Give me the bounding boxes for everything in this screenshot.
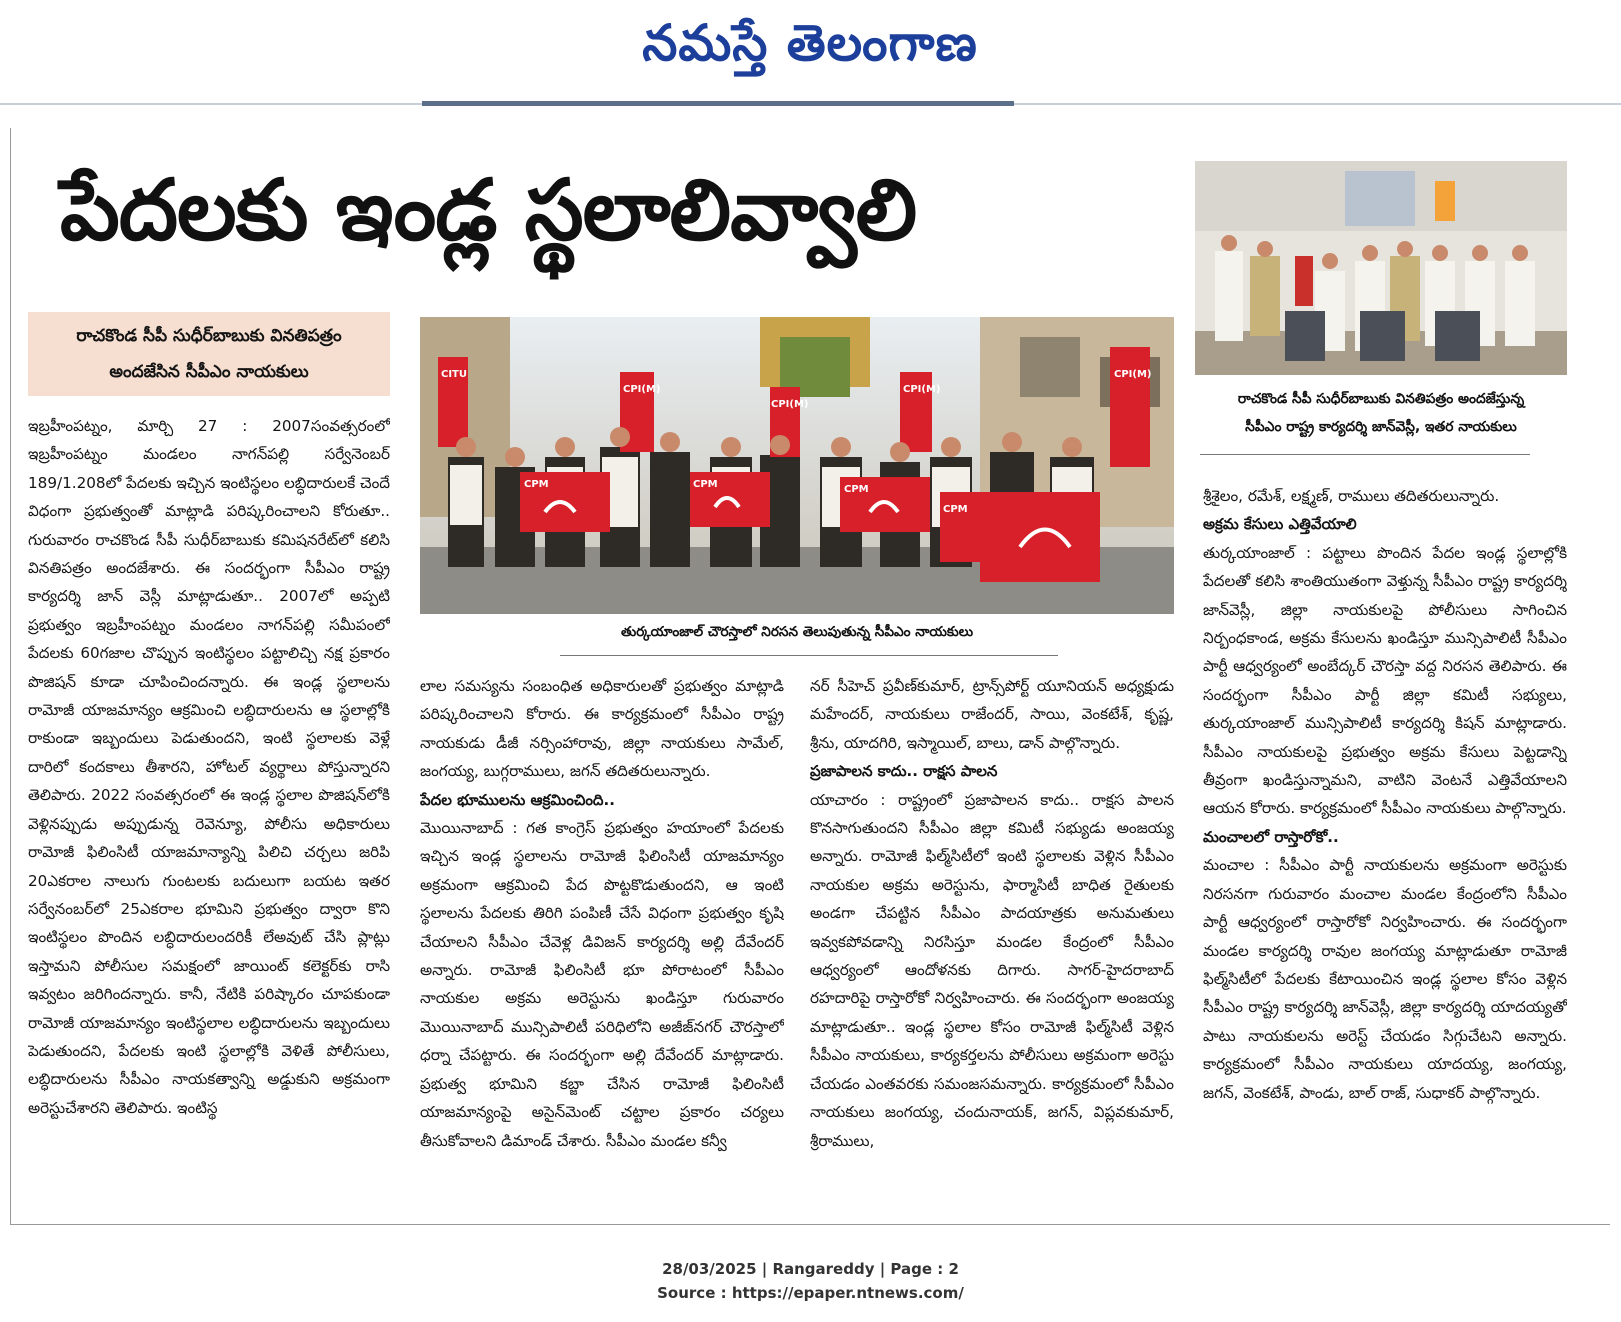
column-1-body: ఇబ్రహీంపట్నం, మార్చి 27 : 2007సంవత్సరంలో ఇబ్రహీంపట్నం మండలం నాగన్‌పల్లి సర్వేనెంబర్ 189/1.208లో పేదలకు ఇచ్చిన ఇంటిస్థలం లబ్ధిదారులకే చెందే విధంగా ప్రభుత్వంతో మాట్లాడి పరిష్కరించాలని కోరుతూ.. గురువారం రాచకొండ సీపీ సుధీర్‌బాబుకు కమిషనరేట్‌లో కలిసి వినతిపత్రం అందజేశారు. ఈ సందర్భంగా సీపీఎం రాష్ట్ర కార్యదర్శి జాన్ వెస్లీ మాట్లాడుతూ.. 2007లో అప్పటి ప్రభుత్వం ఇబ్రహీంపట్నం మండలం నాగన్‌పల్లి సమీపంలో పేదలకు 60గజాల చొప్పున ఇంటిస్థలం పట్టాలిచ్చి నక్ష ప్రకారం పొజిషన్ కూడా చూపించిందన్నారు. ఈ ఇండ్ల స్థలాలను రామోజీ యాజమాన్యం ఆక్రమించి లబ్ధిదారులను ఆ స్థలాల్లోకి రాకుండా ఇబ్బందులు పెడుతుందని, ఇంటి స్థలాలకు వెళ్లే దారిలో కందకాలు తీశారని, హోటల్ వ్యర్థాలు పోస్తున్నారని తెలిపారు. 2022 సంవత్సరంలో ఈ ఇండ్ల స్థలాల పొజిషన్‌లోకి వెళ్లినప్పుడు అప్పుడున్న రెవెన్యూ, పోలీసు అధికారులు రామోజీ ఫిలింసిటీ యాజమాన్యాన్ని పిలిచి చర్చలు జరిపి 20ఎకరాల నాలుగు గుంటలకు బదులుగా బయట ఇతర సర్వేనంబర్‌లో 25ఎకరాల భూమిని ప్రభుత్వం ద్వారా కొని ఇంటిస్థలం పొందిన లబ్ధిదారులందరికీ లేఅవుట్ చేసి ప్లాట్లు ఇస్తామని పోలీసుల సమక్షంలో జాయింట్ కలెక్టర్‌కు రాసి ఇవ్వటం జరిగిందన్నారు. కానీ, నేటికి పరిష్కారం చూపకుండా రామోజీ యాజమాన్యం ఇంటిస్థలాల లబ్ధిదారులను ఇబ్బందులు పెడుతుందని, పేదలకు ఇంటి స్థలాల్లోకి వెళితే పోలీసులు, లబ్ధిదారులను సీపీఎం నాయకత్వాన్ని అడ్డుకుని అక్రమంగా అరెస్టుచేశారని తెలిపారు. ఇంటిస్థ <box>28 417 390 1117</box>
column-4-subtitle-2: మంచాలలో రాస్తారోకో.. <box>1203 827 1339 846</box>
column-4-body: శ్రీశైలం, రమేశ్, లక్ష్మణ్, రాములు తదితరులున్నారు. <box>1203 487 1500 505</box>
flag-label: CPM <box>524 479 549 490</box>
flag-label: CPM <box>943 504 968 515</box>
article-column-1 <box>28 412 390 1210</box>
side-caption-line-1: రాచకొండ సీపీ సుధీర్‌బాబుకు వినతిపత్రం అందజేస్తున్న <box>1237 391 1525 407</box>
column-3-body-continued: యాచారం : రాష్ట్రంలో ప్రజాపాలన కాదు.. రాక్షస పాలన కొనసాగుతుందని సీపీఎం జిల్లా కమిటీ సభ్యుడు అంజయ్య అన్నారు. రామోజీ ఫిల్మ్‌సిటీలో ఇంటి స్థలాలకు వెళ్లిన సీపీఎం నాయకుల అక్రమ అరెస్టును, ఫార్మాసిటీ బాధిత రైతులకు అండగా చేపట్టిన సీపీఎం పాదయాత్రకు అనుమతులు ఇవ్వకపోవడాన్ని నిరసిస్తూ మండల కేంద్రంలో సీపీఎం ఆధ్వర్యంలో ఆందోళనకు దిగారు. సాగర్-హైదరాబాద్ రహదారిపై రాస్తారోకో నిర్వహించారు. ఈ సందర్భంగా అంజయ్య మాట్లాడుతూ.. ఇండ్ల స్థలాల కోసం రామోజీ ఫిల్మ్‌సిటీ వెళ్లిన సీపీఎం నాయకులు, కార్యకర్తలను పోలీసులు అక్రమంగా అరెస్టు చేయడం ఎంతవరకు సమంజసమన్నారు. కార్యక్రమంలో సీపీఎం నాయకులు జంగయ్య, చందునాయక్, జగన్, విప్లవకుమార్, శ్రీరాములు, <box>810 790 1174 1150</box>
caption-divider <box>560 655 1058 656</box>
article-headline: పేదలకు ఇండ్ల స్థలాలివ్వాలి <box>60 161 917 259</box>
newspaper-logo: నమస్తే తెలంగాణ <box>642 14 978 72</box>
column-3-subtitle: ప్రజాపాలన కాదు.. రాక్షస పాలన <box>810 762 998 781</box>
flag-label: CPI(M) <box>1114 369 1152 380</box>
side-photo <box>1195 161 1567 375</box>
masthead <box>0 0 1621 108</box>
column-2-body-continued: మొయినాబాద్ : గత కాంగ్రెస్ ప్రభుత్వం హయాంలో పేదలకు ఇచ్చిన ఇండ్ల స్థలాలను రామోజీ ఫిలింసిటీ యాజమాన్యం అక్రమంగా ఆక్రమించి పేద పొట్టకొడుతుందని, ఆ ఇంటి స్థలాలను పేదలకు తిరిగి పంపిణీ చేసే విధంగా ప్రభుత్వం కృషి చేయాలని సీపీఎం చేవెళ్ల డివిజన్ కార్యదర్శి అల్లి దేవేందర్ అన్నారు. రామోజీ ఫిలింసిటీ భూ పోరాటంలో సీపీఎం నాయకుల అక్రమ అరెస్టును ఖండిస్తూ గురువారం మొయినాబాద్ మున్సిపాలిటీ పరిధిలోని అజీజ్‌నగర్ చౌరస్తాలో ధర్నా చేపట్టారు. ఈ సందర్భంగా అల్లి దేవేందర్ మాట్లాడారు. ప్రభుత్వ భూమిని కబ్జా చేసిన రామోజీ ఫిలింసిటీ యాజమాన్యంపై అసైన్‌మెంట్ చట్టాల ప్రకారం చర్యలు తీసుకోవాలని డిమాండ్ చేశారు. సీపీఎం మండల కన్వీ <box>420 819 784 1150</box>
footer-source: Source : https://epaper.ntnews.com/ <box>657 1284 964 1302</box>
main-photo-caption: తుర్కయాంజాల్ చౌరస్తాలో నిరసన తెలుపుతున్న సీపీఎం నాయకులు <box>620 624 974 640</box>
column-4-body-continued: తుర్కయాంజాల్ : పట్టాలు పొందిన పేదల ఇండ్ల స్థలాల్లోకి పేదలతో కలిసి శాంతియుతంగా వెళ్తున్న సీపీఎం రాష్ట్ర కార్యదర్శి జాన్‌వెస్లీ, జిల్లా నాయకులపై పోలీసులు సాగించిన నిర్బంధకాండ, అక్రమ కేసులను ఖండిస్తూ మున్సిపాలిటీ సీపీఎం పార్టీ ఆధ్వర్యంలో అంబేద్కర్ చౌరస్తా వద్ద నిరసన తెలిపారు. ఈ సందర్భంగా సీపీఎం పార్టీ జిల్లా కమిటీ సభ్యులు, తుర్కయాంజాల్ మున్సిపాలిటీ కార్యదర్శి కిషన్ మాట్లాడారు. సీపీఎం నాయకులపై ప్రభుత్వం అక్రమ కేసులు పెట్టడాన్ని తీవ్రంగా ఖండిస్తున్నామని, వాటిని వెంటనే ఎత్తివేయాలని ఆయన కోరారు. కార్యక్రమంలో సీపీఎం నాయకులు పాల్గొన్నారు. <box>1203 543 1567 818</box>
subhead-line-2: అందజేసిన సీపీఎం నాయకులు <box>109 362 309 382</box>
flag-label: CPI(M) <box>623 384 661 395</box>
article-column-3 <box>810 672 1174 1210</box>
side-photo-caption <box>1195 385 1567 441</box>
footer-date-edition: 28/03/2025 | Rangareddy | Page : 2 <box>662 1260 959 1278</box>
subhead-line-1: రాచకొండ సీపీ సుధీర్‌బాబుకు వినతిపత్రం <box>76 326 342 346</box>
flag-label: CPI(M) <box>903 384 941 395</box>
column-2-subtitle: పేదల భూములను ఆక్రమించింది.. <box>420 790 615 809</box>
column-4-subtitle-1: అక్రమ కేసులు ఎత్తివేయాలి <box>1203 515 1357 534</box>
memorandum-photo-illustration <box>1195 161 1567 375</box>
masthead-accent-bar <box>422 101 1014 106</box>
flag-label: CPM <box>844 484 869 495</box>
protest-photo-illustration <box>420 317 1174 614</box>
article-column-2 <box>420 672 784 1210</box>
flag-label: CITU <box>441 369 468 380</box>
column-2-body: లాల సమస్యను సంబంధిత అధికారులతో ప్రభుత్వం మాట్లాడి పరిష్కరించాలని కోరారు. ఈ కార్యక్రమంలో సీపీఎం రాష్ట్ర నాయకుడు డీజీ నర్సింహారావు, జిల్లా నాయకులు సామేల్, జంగయ్య, బుగ్గరాములు, జగన్ తదితరులున్నారు. <box>420 677 784 781</box>
side-caption-divider <box>1200 454 1530 455</box>
column-4-body-final: మంచాల : సీపీఎం పార్టీ నాయకులను అక్రమంగా అరెస్టుకు నిరసనగా గురువారం మంచాల మండల కేంద్రంలోని సీపీఎం పార్టీ ఆధ్వర్యంలో రాస్తారోకో నిర్వహించారు. ఈ సందర్భంగా మండల కార్యదర్శి రావుల జంగయ్య మాట్లాడుతూ రామోజీ ఫిల్మ్‌సిటీలో పేదలకు కేటాయించిన ఇండ్ల స్థలాల కోసం వెళ్లిన సీపీఎం రాష్ట్ర కార్యదర్శి జాన్‌వెస్లీ, జిల్లా కార్యదర్శి యాదయ్యతో పాటు నాయకులను అరెస్ట్ చేయడం సిగ్గుచేటని అన్నారు. కార్యక్రమంలో సీపీఎం నాయకులు యాదయ్య, జంగయ్య, జగన్, వెంకటేశ్, పాండు, బాల్ రాజ్, సుధాకర్ పాల్గొన్నారు. <box>1203 856 1567 1102</box>
side-caption-line-2: సీపీఎం రాష్ట్ర కార్యదర్శి జాన్‌వెస్లీ, ఇతర నాయకులు <box>1245 419 1517 435</box>
flag-label: CPI(M) <box>771 399 809 410</box>
column-3-body: నర్ సీహెచ్ ప్రవీణ్‌కుమార్, ట్రాన్స్‌పోర్ట్ యూనియన్ అధ్యక్షుడు మహేందర్, నాయకులు రాజేందర్, సాయి, వెంకటేశ్, కృష్ణ, శ్రీను, యాదగిరి, ఇస్మాయిల్, బాలు, డాన్ పాల్గొన్నారు. <box>810 677 1174 752</box>
article-subhead <box>28 312 390 396</box>
flag-label: CPM <box>693 479 718 490</box>
main-photo <box>420 317 1174 614</box>
page-frame-bottom <box>10 1224 1610 1225</box>
article-column-4 <box>1203 482 1567 1210</box>
